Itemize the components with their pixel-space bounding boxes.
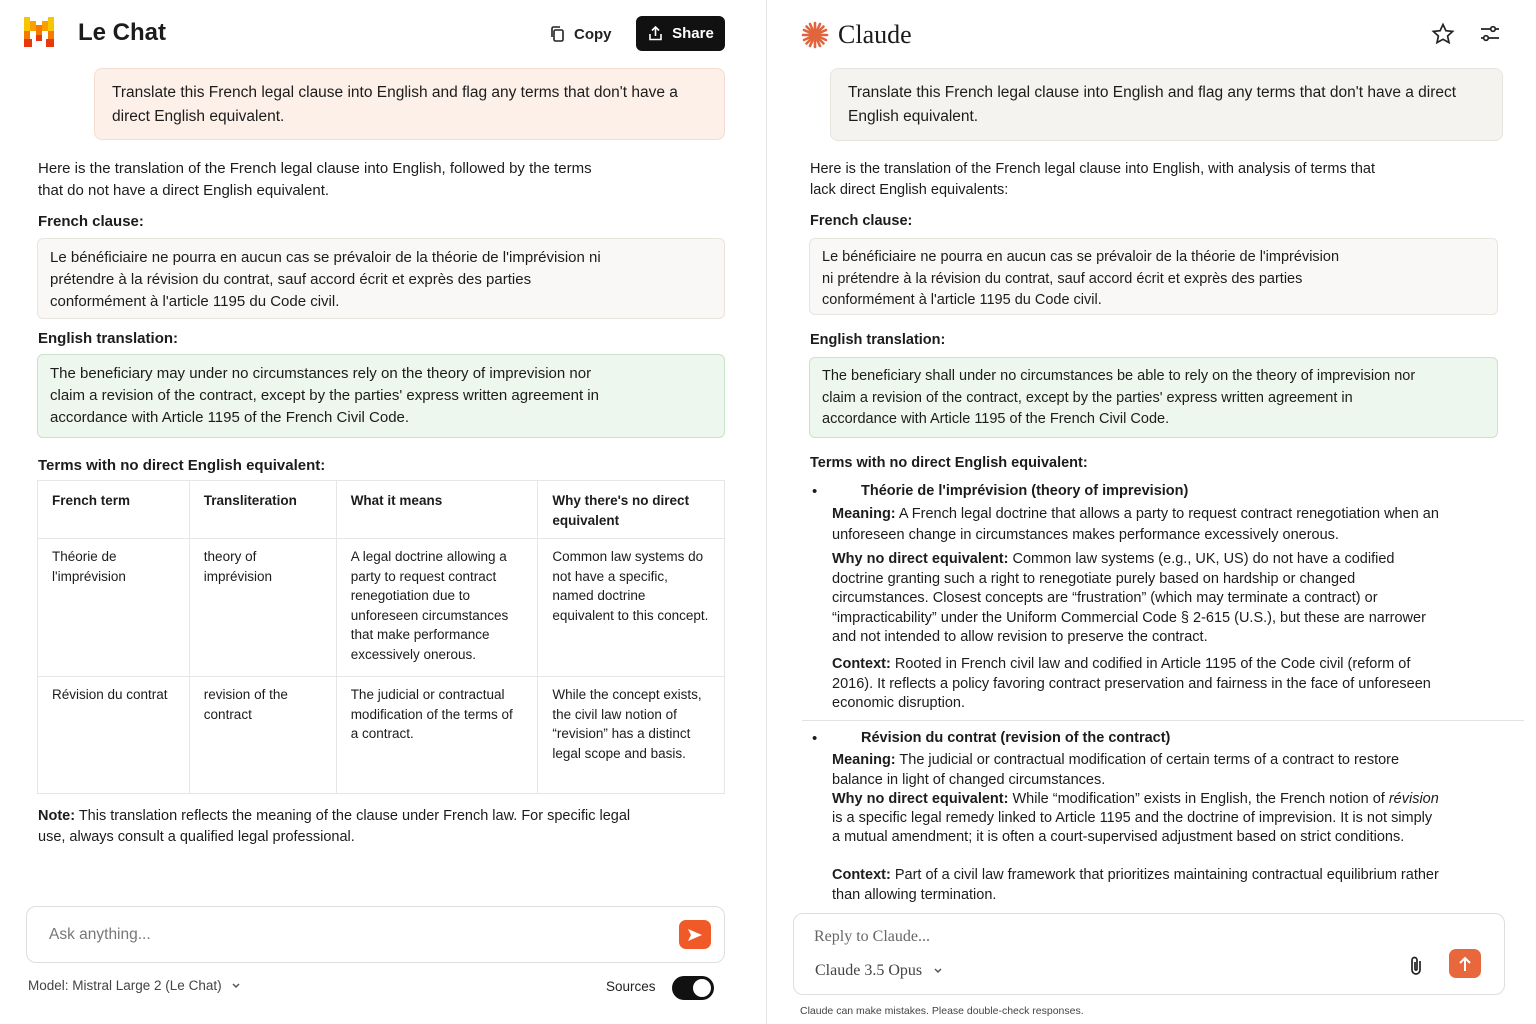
model-selector[interactable] (815, 962, 944, 980)
le-chat-header (0, 0, 766, 66)
term-meaning (832, 504, 1442, 545)
response-intro: Here is the translation of the French legal clause into English, followed by the terms that do not have a direct English equivalent. (38, 160, 592, 199)
why-text: While “modification” exists in English, the French notion of (1008, 791, 1389, 807)
why-text: is a specific legal remedy linked to Article 1195 and the doctrine of imprevision. It is not simply a mutual amendment; it is often a court-supervised adjustment based on strict conditions. (832, 810, 1433, 845)
mistral-logo-icon (24, 17, 62, 47)
why-text: Common law systems (e.g., UK, US) do not have a codified doctrine granting such a right to renegotiate purely based on hardship or changed circumstances. Closest concepts are “frustration” (which may terminate a contract) or “impracticability” under the Uniform Commercial Code § 2-615 (U.S.), but these are narrower and not intended to allow revision to preserve the contract. (832, 551, 1426, 646)
terms-table (37, 480, 725, 794)
send-button[interactable] (679, 920, 711, 949)
share-icon (647, 25, 664, 42)
english-translation-heading: English translation: (810, 332, 946, 348)
term-why (832, 550, 1437, 648)
model-label: Model: Mistral Large 2 (Le Chat) (28, 978, 222, 993)
paperclip-icon[interactable] (1407, 955, 1425, 977)
response-intro: Here is the translation of the French legal clause into English, with analysis of terms that lack direct English equivalents: (810, 161, 1375, 198)
bullet-dot: • (812, 483, 818, 500)
copy-icon (548, 25, 566, 43)
why-label: Why no direct equivalent: (832, 791, 1009, 807)
table-header: Transliteration (189, 481, 336, 539)
table-cell: Théorie de l'imprévision (38, 539, 190, 677)
table-cell: theory of imprévision (189, 539, 336, 677)
claude-logo-icon (801, 21, 829, 49)
term-title: Révision du contrat (revision of the contract) (861, 730, 1171, 746)
english-translation-box: The beneficiary shall under no circumstances be able to rely on the theory of imprevision nor claim a revision of the contract, except by the parties' express written agreement in accordance with Article 1195 of the French Civil Code. (809, 357, 1498, 438)
app-title: Le Chat (78, 19, 167, 46)
meaning-label: Meaning: (832, 752, 896, 768)
meaning-label: Meaning: (832, 506, 896, 522)
note-text: This translation reflects the meaning of the clause under French law. For specific legal use, always consult a qualified legal professional. (38, 808, 631, 845)
chat-composer (26, 906, 725, 963)
english-translation-heading: English translation: (38, 330, 179, 347)
meaning-text: The judicial or contractual modification of certain terms of a contract to restore balance in light of changed circumstances. (832, 752, 1400, 788)
star-icon[interactable] (1431, 22, 1455, 46)
send-arrow-icon (687, 928, 703, 942)
term-context (832, 655, 1440, 714)
term-divider (802, 720, 1524, 721)
share-label: Share (672, 25, 714, 42)
table-header-row (38, 481, 725, 539)
table-header: French term (38, 481, 190, 539)
term-why (832, 790, 1440, 847)
chevron-down-icon (230, 982, 242, 990)
note-label: Note: (38, 808, 76, 824)
model-selector[interactable] (28, 978, 242, 993)
settings-sliders-icon[interactable] (1479, 23, 1501, 45)
le-chat-pane (0, 0, 767, 1024)
table-header: What it means (336, 481, 538, 539)
chevron-down-icon (932, 967, 944, 975)
french-clause-box: Le bénéficiaire ne pourra en aucun cas se prévaloir de la théorie de l'imprévision ni prétendre à la révision du contrat, sauf accord écrit et exprès des parties conformément à l'article 1195 du Code civil. (809, 238, 1498, 315)
context-text: Part of a civil law framework that prioritizes maintaining contractual equilibrium rather than allowing termination. (832, 867, 1439, 903)
why-emphasis: révision (1388, 791, 1439, 807)
terms-heading: Terms with no direct English equivalent: (38, 457, 326, 474)
context-text: Rooted in French civil law and codified in Article 1195 of the Code civil (reform of 2016). It reflects a policy favoring contract preservation and fairness in the face of unforeseen economic disruption. (832, 656, 1431, 712)
term-title: Théorie de l'imprévision (theory of imprevision) (861, 483, 1189, 499)
term-meaning (832, 751, 1407, 790)
claude-composer (793, 913, 1505, 995)
table-cell: A legal doctrine allowing a party to request contract renegotiation due to unforeseen circumstances that make performance excessively onerous. (336, 539, 538, 677)
user-prompt-bubble: Translate this French legal clause into English and flag any terms that don't have a direct English equivalent. (94, 68, 725, 140)
arrow-up-icon (1458, 956, 1472, 972)
user-prompt-bubble: Translate this French legal clause into English and flag any terms that don't have a direct English equivalent. (830, 68, 1503, 141)
copy-label: Copy (574, 25, 612, 43)
chat-input[interactable]: Ask anything... (49, 926, 151, 943)
share-button[interactable] (636, 16, 725, 51)
send-button[interactable] (1449, 949, 1481, 978)
french-clause-heading: French clause: (810, 213, 913, 229)
sources-toggle[interactable] (672, 976, 714, 1000)
table-cell: While the concept exists, the civil law notion of “revision” has a distinct legal scope and basis. (538, 677, 725, 794)
model-label: Claude 3.5 Opus (815, 962, 923, 979)
context-label: Context: (832, 867, 891, 883)
reply-input[interactable]: Reply to Claude... (814, 928, 930, 945)
table-cell: Common law systems do not have a specific, named doctrine equivalent to this concept. (538, 539, 725, 677)
table-header: Why there's no direct equivalent (538, 481, 725, 539)
english-translation-box: The beneficiary may under no circumstances rely on the theory of imprevision nor claim a revision of the contract, except by the parties' express written agreement in accordance with Article 1195 of the French Civil Code. (37, 354, 725, 438)
terms-heading: Terms with no direct English equivalent: (810, 455, 1088, 471)
why-label: Why no direct equivalent: (832, 551, 1009, 567)
sources-label: Sources (606, 979, 656, 994)
table-row (38, 539, 725, 677)
term-context (832, 866, 1440, 905)
app-title: Claude (838, 20, 912, 49)
disclaimer-text: Claude can make mistakes. Please double-check responses. (800, 1005, 1084, 1017)
translation-note (38, 806, 638, 848)
french-clause-box: Le bénéficiaire ne pourra en aucun cas se prévaloir de la théorie de l'imprévision ni prétendre à la révision du contrat, sauf accord écrit et exprès des parties conformément à l'article 1195 du Code civil. (37, 238, 725, 319)
bullet-dot: • (812, 730, 818, 747)
table-cell: The judicial or contractual modification of the terms of a contract. (336, 677, 538, 794)
table-cell: Révision du contrat (38, 677, 190, 794)
meaning-text: A French legal doctrine that allows a party to request contract renegotiation when an unforeseen change in circumstances makes performance excessively onerous. (832, 506, 1439, 543)
copy-button[interactable] (548, 20, 612, 48)
context-label: Context: (832, 656, 891, 672)
french-clause-heading: French clause: (38, 213, 144, 230)
table-row (38, 677, 725, 794)
table-cell: revision of the contract (189, 677, 336, 794)
